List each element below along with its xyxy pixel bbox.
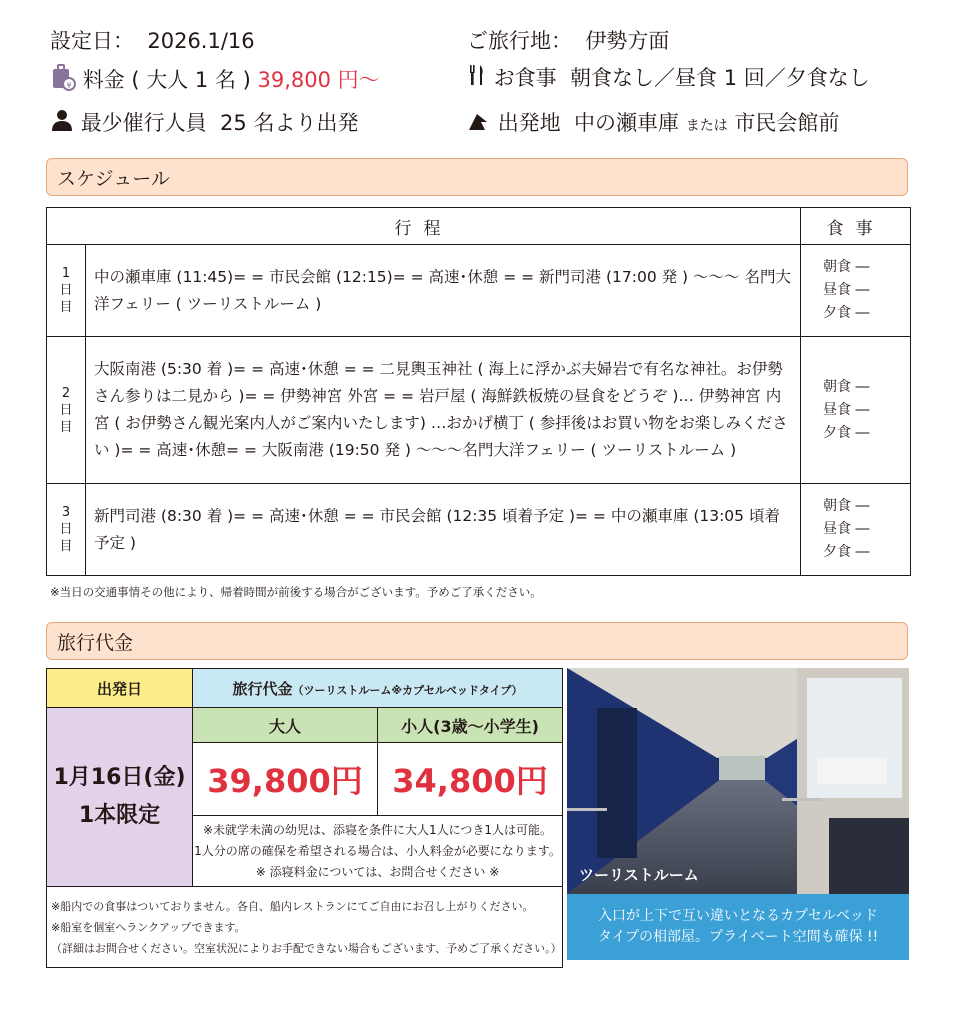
date-label: 設定日： [50,29,134,53]
svg-text:¥: ¥ [66,81,72,90]
schedule-row-day3 [47,484,911,576]
schedule-section-title: スケジュール [57,168,170,190]
price-section-title: 旅行代金 [57,632,134,654]
child-price: 34,800円 [378,743,563,816]
day-label: 2 日 目 [47,337,86,484]
price-section-bar [46,622,908,660]
route-text: 中の瀬車庫 (11:45)= = 市民会館 (12:15)= = 高速･休憩 = = 新門司港 (17:00 発 ) ～～～ 名門大洋フェリー ( ツーリストルーム ) [86,245,801,337]
price-footnote: ※船内での食事はついておりません。各自、船内レストランにてご自由にお召し上がりください。 ※船室を個室へランクアップできます。 （詳細はお問合せください。空室状況によりお手配できない場合もございます、予めご了承ください。） [47,887,563,968]
flag-icon [467,108,491,140]
suitcase-icon [50,63,76,99]
departure-row [467,108,839,141]
route-text: 新門司港 (8:30 着 )= = 高速･休憩 = = 市民会館 (12:35 頃着予定 )= = 中の瀬車庫 (13:05 頃着予定 ) [86,484,801,576]
date-value: 2026.1/16 [147,29,255,53]
destination-row [467,26,669,56]
date-row [50,26,255,56]
schedule-row-day2 [47,337,911,484]
departure-label: 出発地 [497,111,561,135]
schedule-header-route: 行程 [47,208,801,245]
meal-list: 朝食 ― 昼食 ― 夕食 ― [801,484,911,576]
day-label: 3 日 目 [47,484,86,576]
fee-row [50,63,380,99]
destination-label: ご旅行地： [467,29,572,53]
meal-list: 朝食 ― 昼食 ― 夕食 ― [801,245,911,337]
route-text: 大阪南港 (5:30 着 )= = 高速･休憩 = = 二見輿玉神社 ( 海上に浮かぶ夫婦岩で有名な神社。お伊勢さん参りは二見から )= = 伊勢神宮 外宮 = = 岩戸屋 ( 海鮮鉄板焼の昼食をどうぞ )… 伊勢神宮 内宮 ( お伊勢さん観光案内人がご案内いたします) …おかげ横丁 ( 参拝後はお買い物をお楽しみください )= = 高速･休憩= = 大阪南港 (19:50 発 ) ～～～名門大洋フェリー ( ツーリストルーム ) [86,337,801,484]
minimum-row [50,108,358,140]
departure-date-cell: 1月16日(金) 1本限定 [47,708,193,887]
photo-label: ツーリストルーム [579,866,699,884]
adult-price: 39,800円 [193,743,378,816]
schedule-row-day1 [47,245,911,337]
destination-value: 伊勢方面 [585,29,670,53]
minimum-label: 最少催行人員 [80,111,207,135]
schedule-note: ※当日の交通事情その他により、帰着時間が前後する場合がございます。予めご了承ください。 [50,585,542,599]
price-table [46,668,563,968]
schedule-section-bar [46,158,908,196]
fee-value: 39,800 円～ [257,68,380,92]
meal-label: お食事 [493,66,557,90]
fee-label: 料金 ( 大人 1 名 ) [82,68,251,92]
meal-list: 朝食 ― 昼食 ― 夕食 ― [801,337,911,484]
departure-place-2: 市民会館前 [734,111,840,135]
child-label: 小人(3歳～小学生) [378,708,563,743]
schedule-header-meal: 食事 [801,208,911,245]
photo-caption: 入口が上下で互い違いとなるカプセルベッド タイプの相部屋。プライベート空間も確保 !! [567,894,909,960]
meal-value: 朝食なし／昼食 1 回／夕食なし [570,66,870,90]
infant-note: ※未就学未満の幼児は、添寝を条件に大人1人につき1人は可能。 1人分の席の確保を希望される場合は、小人料金が必要になります。 ※ 添寝料金については、お問合せください ※ [193,816,563,887]
day-label: 1 日 目 [47,245,86,337]
departure-or: または [685,118,728,134]
departure-place-1: 中の瀬車庫 [574,111,680,135]
meal-row [467,63,870,95]
person-icon [50,108,74,140]
price-header-date: 出発日 [47,669,193,708]
schedule-table [46,207,911,576]
tourist-room-photo [567,668,909,894]
fork-knife-icon [467,63,487,95]
price-header-fee: 旅行代金（ツーリストルーム※カプセルベッドタイプ） [193,669,563,708]
adult-label: 大人 [193,708,378,743]
minimum-value: 25 名より出発 [220,111,359,135]
